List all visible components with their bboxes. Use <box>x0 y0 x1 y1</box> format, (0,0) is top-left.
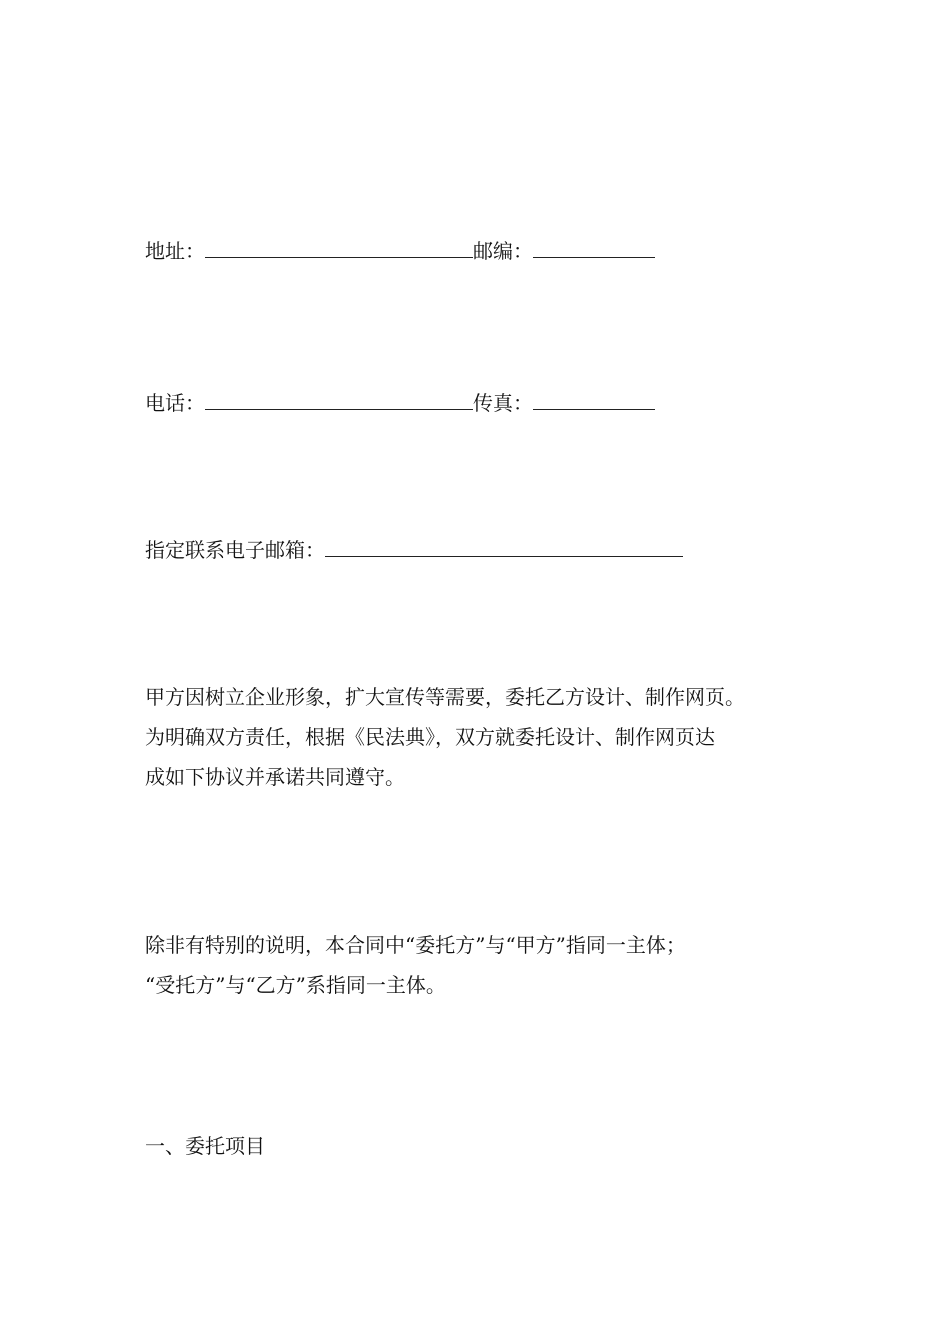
definitions-line-1: 除非有特别的说明，本合同中“委托方”与“甲方”指同一主体； <box>145 933 686 957</box>
address-row <box>145 238 655 264</box>
address-blank[interactable] <box>205 239 473 258</box>
address-label: 地址： <box>145 239 205 263</box>
intro-line-3: 成如下协议并承诺共同遵守。 <box>145 765 405 789</box>
definitions-paragraph <box>145 925 825 1005</box>
postcode-label: 邮编： <box>473 239 533 263</box>
phone-label: 电话： <box>145 391 205 415</box>
postcode-blank[interactable] <box>533 239 655 258</box>
definitions-line-2: “受托方”与“乙方”系指同一主体。 <box>145 973 446 997</box>
intro-line-2: 为明确双方责任，根据《民法典》，双方就委托设计、制作网页达 <box>145 725 715 749</box>
email-row <box>145 537 683 563</box>
email-label: 指定联系电子邮箱： <box>145 538 325 562</box>
intro-line-1: 甲方因树立企业形象，扩大宣传等需要，委托乙方设计、制作网页。 <box>145 685 745 709</box>
intro-paragraph <box>145 677 825 797</box>
phone-blank[interactable] <box>205 391 473 410</box>
fax-blank[interactable] <box>533 391 655 410</box>
fax-label: 传真： <box>473 391 533 415</box>
email-blank[interactable] <box>325 538 683 557</box>
phone-row <box>145 390 655 416</box>
section-heading: 一、委托项目 <box>145 1134 265 1158</box>
